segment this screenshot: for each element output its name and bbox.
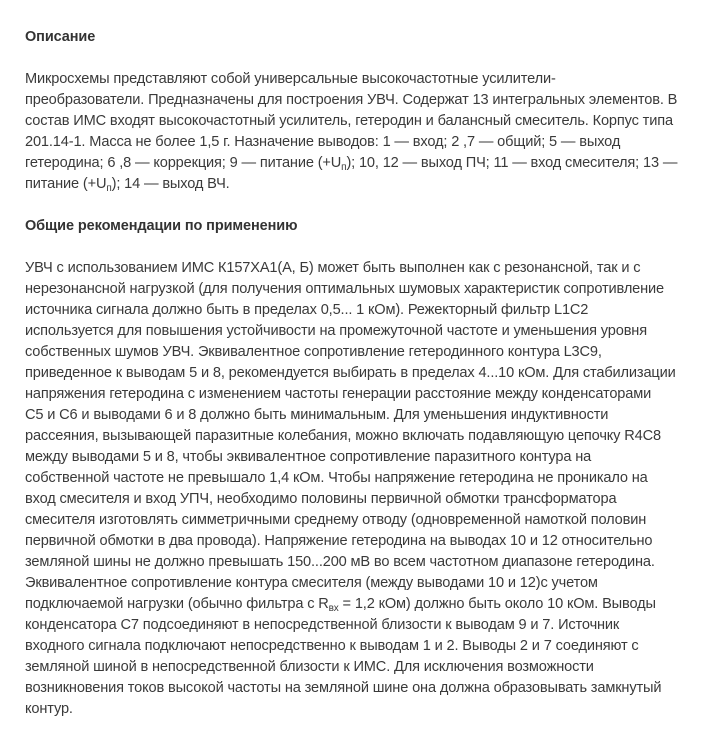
text-line: Микросхемы представляют собой универсальные высокочастотные усилители- (25, 71, 556, 87)
article-content (25, 27, 705, 720)
text-line: земляной шиной в непосредственной близости к ИМС. Для исключения возможности (25, 659, 594, 675)
text-line: источника сигнала должно быть в пределах 0,5... 1 кОм). Режекторный фильтр L1C2 (25, 302, 589, 318)
text-line: УВЧ с использованием ИМС К157ХА1(А, Б) может быть выполнен как с резонансной, так и с (25, 260, 641, 276)
recommendations-paragraph (25, 258, 705, 720)
text-line: между выводами 5 и 8, чтобы эквивалентное сопротивление паразитного контура на (25, 449, 592, 465)
subscript: п (341, 162, 347, 173)
section-heading-description: Описание (25, 29, 96, 45)
text-line: смесителя изготовлять симметричными среднему отводу (одновременной намоткой половин (25, 512, 647, 528)
text-line: используется для повышения устойчивости на промежуточной частоте и уменьшения уровня (25, 323, 647, 339)
text-line: подключаемой нагрузки (обычно фильтра с $R_{вх} = 1,2$ кОм) должно быть около 10 кОм. Выводы (25, 596, 656, 614)
text-line: собственных шумов УВЧ. Эквивалентное сопротивление гетеродинного контура L3C9, (25, 344, 602, 360)
text-line: вход смесителя и вход УПЧ, необходимо половины первичной обмотки трансформатора (25, 491, 617, 507)
description-paragraph (25, 69, 705, 195)
subscript: вх (328, 603, 339, 614)
text-line: напряжения гетеродина с изменением частоты генерации расстояние между конденсаторами (25, 386, 652, 402)
text-line: собственной частоте не превышало 1,4 кОм. Чтобы напряжение гетеродина не проникало на (25, 470, 648, 486)
text-line: первичной обмотки в два провода). Напряжение гетеродина на выводах 10 и 12 относительно (25, 533, 653, 549)
text-line: Эквивалентное сопротивление контура смесителя (между выводами 10 и 12)с учетом (25, 575, 598, 591)
text-line: приведенное к выводам 5 и 8, рекомендуется выбирать в пределах 4...10 кОм. Для стабилизации (25, 365, 676, 381)
text-line: состав ИМС входят высокочастотный усилитель, гетеродин и балансный смеситель. Корпус типа (25, 113, 673, 129)
text-line: контур. (25, 701, 73, 717)
text-line: преобразователи. Предназначены для построения УВЧ. Содержат 13 интегральных элементов. В (25, 92, 678, 108)
text-line: С5 и С6 и выводами 6 и 8 должно быть минимальным. Для уменьшения индуктивности (25, 407, 609, 423)
text-line: возникновения токов высокой частоты на земляной шине она должна образовывать замкнутый (25, 680, 662, 696)
text-line: земляной шины не должно превышать 150...200 мВ во всем частотном диапазоне гетеродина. (25, 554, 655, 570)
section-heading-recommendations: Общие рекомендации по применению (25, 218, 298, 234)
text-line: конденсатора С7 подсоединяют в непосредственной близости к выводам 9 и 7. Источник (25, 617, 620, 633)
subscript: п (106, 183, 112, 194)
text-line: нерезонансной нагрузкой (для получения оптимальных шумовых характеристик сопротивление (25, 281, 665, 297)
text-line: входного сигнала подключают непосредственно к выводам 1 и 2. Выводы 2 и 7 соединяют с (25, 638, 639, 654)
text-line: рассеяния, вызывающей паразитные колебания, можно включать подавляющую цепочку R4C8 (25, 428, 661, 444)
text-line: гетеродина; 6 ,8 — коррекция; 9 — питание $(+U_п)$; 10, 12 — выход ПЧ; 11 — вход смесителя; 13 — (25, 155, 678, 173)
text-line: 201.14-1. Масса не более 1,5 г. Назначение выводов: 1 — вход; 2 ,7 — общий; 5 — выход (25, 134, 621, 150)
text-line: питание $(+U_п)$; 14 — выход ВЧ. (25, 176, 230, 194)
